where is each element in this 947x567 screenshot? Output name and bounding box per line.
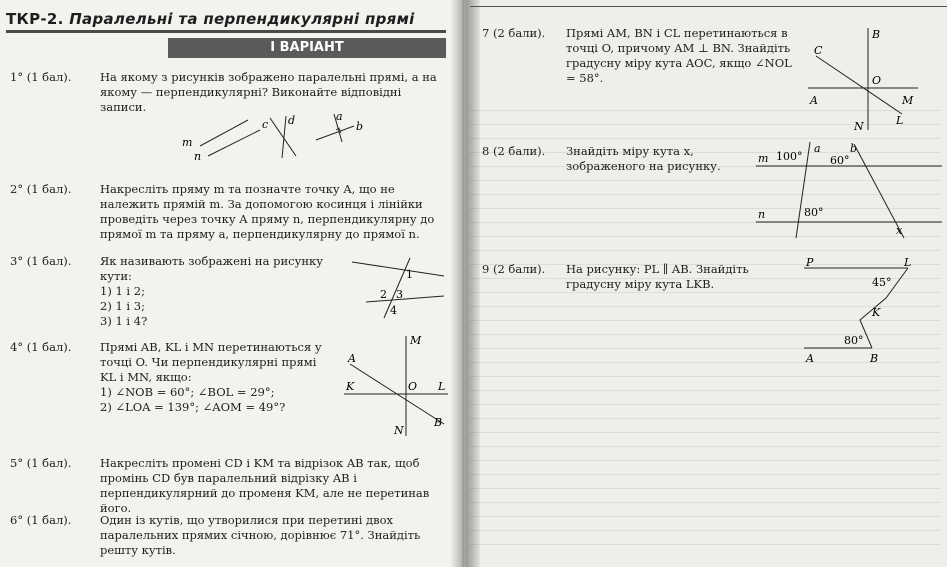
fig1-label-d: d	[288, 114, 296, 127]
fig4-label-N: N	[394, 424, 404, 437]
fig9-label-P: P	[806, 256, 814, 269]
problem-2-text: Накресліть пряму m та позначте точку A, що не належить прямій m. За допомогою косинця і лінійки проведіть через точку A пряму n, перпендикулярну до прямої m та пряму a, перпендикулярну до прямої n.	[100, 182, 435, 241]
fig1-label-n: n	[194, 150, 202, 163]
problem-3-item-2: 2) 1 і 3;	[100, 299, 145, 313]
fig7-label-C: C	[814, 44, 823, 57]
problem-7-label: 7 (2 бали).	[482, 26, 546, 40]
fig9-angle-45: 45°	[872, 276, 892, 289]
problem-4-text: Прямі AB, KL і MN перетинаються у точці O. Чи перпендикулярні прямі KL і MN, якщо:	[100, 340, 322, 384]
book-gutter	[450, 0, 480, 567]
problem-9-label: 9 (2 бали).	[482, 262, 546, 276]
problem-5-text: Накресліть промені CD і KM та відрізок AB так, щоб промінь CD був паралельний відрізку AB і перпендикулярний до променя KM, але не перетинав його.	[100, 456, 430, 515]
right-page-top-rule	[470, 0, 947, 7]
title-text: Паралельні та перпендикулярні прямі	[69, 10, 415, 28]
problem-4-item-1: 1) ∠NOB = 60°; ∠BOL = 29°;	[100, 385, 275, 399]
fig7-label-O: O	[872, 74, 882, 87]
problem-6-label: 6° (1 бал).	[10, 513, 72, 527]
problem-5-label: 5° (1 бал).	[10, 456, 72, 470]
problem-3-item-3: 3) 1 і 4?	[100, 314, 148, 328]
problem-4-label: 4° (1 бал).	[10, 340, 72, 354]
fig8-angle-100: 100°	[776, 150, 803, 163]
fig9-label-B: B	[870, 352, 879, 365]
figure-4	[340, 332, 450, 440]
fig1-label-c: c	[262, 118, 269, 131]
figure-3	[346, 252, 446, 322]
fig9-label-K: K	[872, 306, 881, 319]
fig7-label-M: M	[902, 94, 914, 107]
fig4-label-O: O	[408, 380, 418, 393]
figure-7	[806, 26, 921, 134]
fig3-label-1: 1	[406, 268, 413, 281]
fig3-label-2: 2	[380, 288, 387, 301]
fig7-label-A: A	[810, 94, 818, 107]
fig8-label-n: n	[758, 208, 766, 221]
problem-3-item-1: 1) 1 і 2;	[100, 284, 145, 298]
problem-8-text: Знайдіть міру кута x, зображеного на рисунку.	[566, 144, 721, 173]
fig8-label-x: x	[896, 224, 903, 237]
fig8-label-b: b	[850, 142, 858, 155]
fig9-angle-80: 80°	[844, 334, 864, 347]
problem-3-text: Як називають зображені на рисунку кути:	[100, 254, 323, 283]
fig7-label-N: N	[854, 120, 864, 133]
title-code: ТКР-2.	[6, 10, 64, 28]
variant-banner: І ВАРІАНТ	[168, 38, 446, 58]
fig4-label-M: M	[410, 334, 422, 347]
fig1-label-b: b	[356, 120, 364, 133]
problem-3-label: 3° (1 бал).	[10, 254, 72, 268]
problem-4-body	[100, 340, 325, 415]
problem-2-label: 2° (1 бал).	[10, 182, 72, 196]
fig4-label-A: A	[348, 352, 356, 365]
fig3-label-3: 3	[396, 288, 403, 301]
problem-7-text: Прямі AM, BN і CL перетинаються в точці O, причому AM ⊥ BN. Знайдіть градусну міру кута AOC, якщо ∠NOL = 58°.	[566, 26, 792, 85]
fig1-label-a: a	[336, 110, 343, 123]
fig9-label-L: L	[904, 256, 912, 269]
page-title	[6, 10, 415, 28]
fig4-label-B: B	[434, 416, 443, 429]
figure-9	[800, 258, 925, 368]
fig1-label-m: m	[182, 136, 193, 149]
problem-9-text: На рисунку: PL ∥ AB. Знайдіть градусну міру кута LKB.	[566, 262, 749, 291]
figure-8	[754, 140, 944, 242]
problem-6-text: Один із кутів, що утворилися при перетині двох паралельних прямих січною, дорівнює 71°. Знайдіть решту кутів.	[100, 513, 421, 557]
fig3-label-4: 4	[390, 304, 397, 317]
fig7-label-L: L	[896, 114, 904, 127]
fig7-label-B: B	[872, 28, 881, 41]
figure-1	[178, 108, 368, 168]
fig9-label-A: A	[806, 352, 814, 365]
fig8-angle-60: 60°	[830, 154, 850, 167]
fig4-label-K: K	[346, 380, 355, 393]
fig8-angle-80: 80°	[804, 206, 824, 219]
fig8-label-a: a	[814, 142, 821, 155]
fig8-label-m: m	[758, 152, 769, 165]
problem-3-body	[100, 254, 325, 329]
problem-8-label: 8 (2 бали).	[482, 144, 546, 158]
problem-4-item-2: 2) ∠LOA = 139°; ∠AOM = 49°?	[100, 400, 286, 414]
title-underline	[6, 30, 446, 33]
problem-1-label: 1° (1 бал).	[10, 70, 72, 84]
fig4-label-L: L	[438, 380, 446, 393]
problem-1-text: На якому з рисунків зображено паралельні прямі, а на якому — перпендикулярні? Виконайте відповідні записи.	[100, 70, 437, 114]
